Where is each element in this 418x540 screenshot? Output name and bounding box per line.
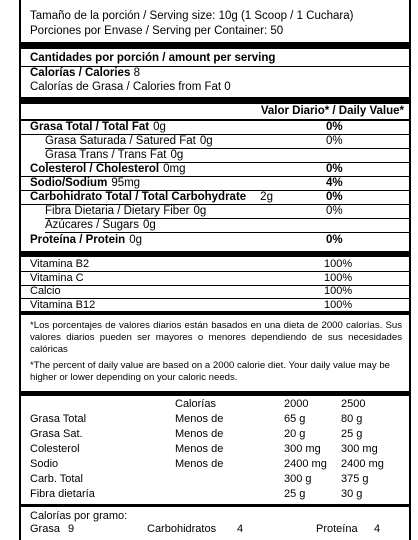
nutrient-amount: 0g [129,234,143,246]
nutrient-row [30,177,140,189]
nutrient-amount: 0g [199,135,213,147]
nutrient-daily-value: 0% [326,234,343,246]
reference-cell: 300 g [284,473,312,485]
reference-cell: Menos de [175,443,224,455]
calories-label: Calorías / Calories [30,67,131,79]
nutrient-label: Proteína / Protein [30,234,126,246]
nutrient-label: Azúcares / Sugars [45,219,139,231]
nutrient-amount: 0g [153,121,166,133]
nutrient-daily-value: 0% [326,121,343,133]
nutrient-label: Sodio/Sodium [30,177,108,189]
vitamin-label: Vitamina B12 [30,298,96,311]
reference-cell: Fibra dietaría [30,488,95,500]
reference-cell: 25 g [341,428,363,440]
per-gram-label: Carbohidratos [147,523,217,535]
reference-cell: Menos de [175,458,224,470]
serving-size: Tamaño de la porción / Serving size: 10g (1 Scoop / 1 Cuchara) [30,10,354,22]
daily-value-header: Valor Diario* / Daily Value* [260,105,404,117]
nutrient-label: Grasa Saturada / Satured Fat [45,135,196,147]
nutrient-amount: 2g [260,191,273,203]
reference-cell: Menos de [175,413,224,425]
nutrient-label: Fibra Dietaria / Dietary Fiber [45,205,190,217]
nutrient-row [45,135,213,147]
reference-cell: Colesterol [30,443,80,455]
reference-cell: Carb. Total [30,473,83,485]
nutrient-label: Carbohidrato Total / Total Carbohydrate [30,191,247,203]
vitamin-label: Vitamina B2 [30,258,90,270]
vitamin-value: 100% [324,298,353,311]
reference-header-cell: 2000 [284,398,309,410]
calories-fat-row [30,81,231,93]
calories-fat-value: 0 [224,81,231,93]
nutrient-row [45,149,183,161]
vitamin-label: Calcio [30,285,61,297]
calories-per-gram-title: Calorías por gramo: [30,510,128,522]
nutrient-row [30,121,166,133]
nutrient-row [30,234,142,246]
nutrient-amount: 0g [193,205,207,217]
per-gram-value: 4 [374,523,381,535]
calories-row [30,67,140,79]
amount-per-serving: Cantidades por porción / amount per serving [30,52,276,64]
reference-cell: 2400 mg [341,458,384,470]
vitamin-label: Vitamina C [30,271,84,284]
reference-cell: 25 g [284,488,306,500]
nutrient-daily-value: 0% [326,205,343,217]
per-gram-label: Grasa [30,523,60,535]
nutrient-amount: 0mg [163,163,186,175]
nutrient-amount: 95mg [111,177,141,189]
reference-cell: 65 g [284,413,306,425]
nutrient-daily-value: 0% [326,191,343,203]
footnote-english: *The percent of daily value are based on a 2000 calorie diet. Your daily value may be higher or lower depending on your caloric needs. [30,360,390,383]
reference-cell: 20 g [284,428,306,440]
reference-cell: 2400 mg [284,458,327,470]
reference-cell: 300 mg [341,443,378,455]
per-gram-value: 9 [68,523,75,535]
reference-cell: 375 g [341,473,369,485]
nutrient-row [45,205,206,217]
per-gram-value: 4 [237,523,244,535]
thick-divider [21,391,409,396]
thick-divider [21,97,409,104]
per-gram-label: Proteína [316,523,358,535]
vitamin-value: 100% [324,258,353,270]
reference-cell: 80 g [341,413,363,425]
reference-cell: Grasa Total [30,413,87,425]
thick-divider [21,311,409,315]
nutrient-row [30,163,185,175]
nutrient-daily-value: 0% [326,163,343,175]
nutrient-daily-value: 0% [326,135,343,147]
vitamin-value: 100% [324,285,353,297]
row-divider [45,232,409,233]
nutrient-label: Grasa Total / Total Fat [30,121,150,133]
servings-per-container: Porciones por Envase / Serving per Container: 50 [30,25,284,37]
reference-cell: Grasa Sat. [30,428,83,440]
reference-header-cell: Calorías [175,398,216,410]
thick-divider [21,504,409,507]
footnote-spanish: *Los porcentajes de valores diarios están basados en una dieta de 2000 calorías. Sus valores diarios pueden ser mayores o menores dependiendo de sus necesidades calóricas [30,320,402,355]
calories-value: 8 [133,67,140,79]
reference-cell: Menos de [175,428,224,440]
reference-cell: 30 g [341,488,363,500]
nutrient-label: Grasa Trans / Trans Fat [45,149,167,161]
vitamin-value: 100% [324,271,353,284]
thick-divider [21,251,409,257]
nutrient-amount: 0g [170,149,184,161]
nutrient-row [45,219,156,231]
nutrient-daily-value: 4% [326,177,343,189]
nutrient-amount: 0g [142,219,156,231]
calories-fat-label: Calorías de Grasa / Calories from Fat [30,81,222,93]
reference-cell: Sodio [30,458,59,470]
reference-header-cell: 2500 [341,398,366,410]
reference-cell: 300 mg [284,443,321,455]
thick-divider [21,42,409,49]
nutrition-facts-panel [19,0,411,540]
nutrient-label: Colesterol / Cholesterol [30,163,160,175]
nutrient-row [30,191,273,203]
